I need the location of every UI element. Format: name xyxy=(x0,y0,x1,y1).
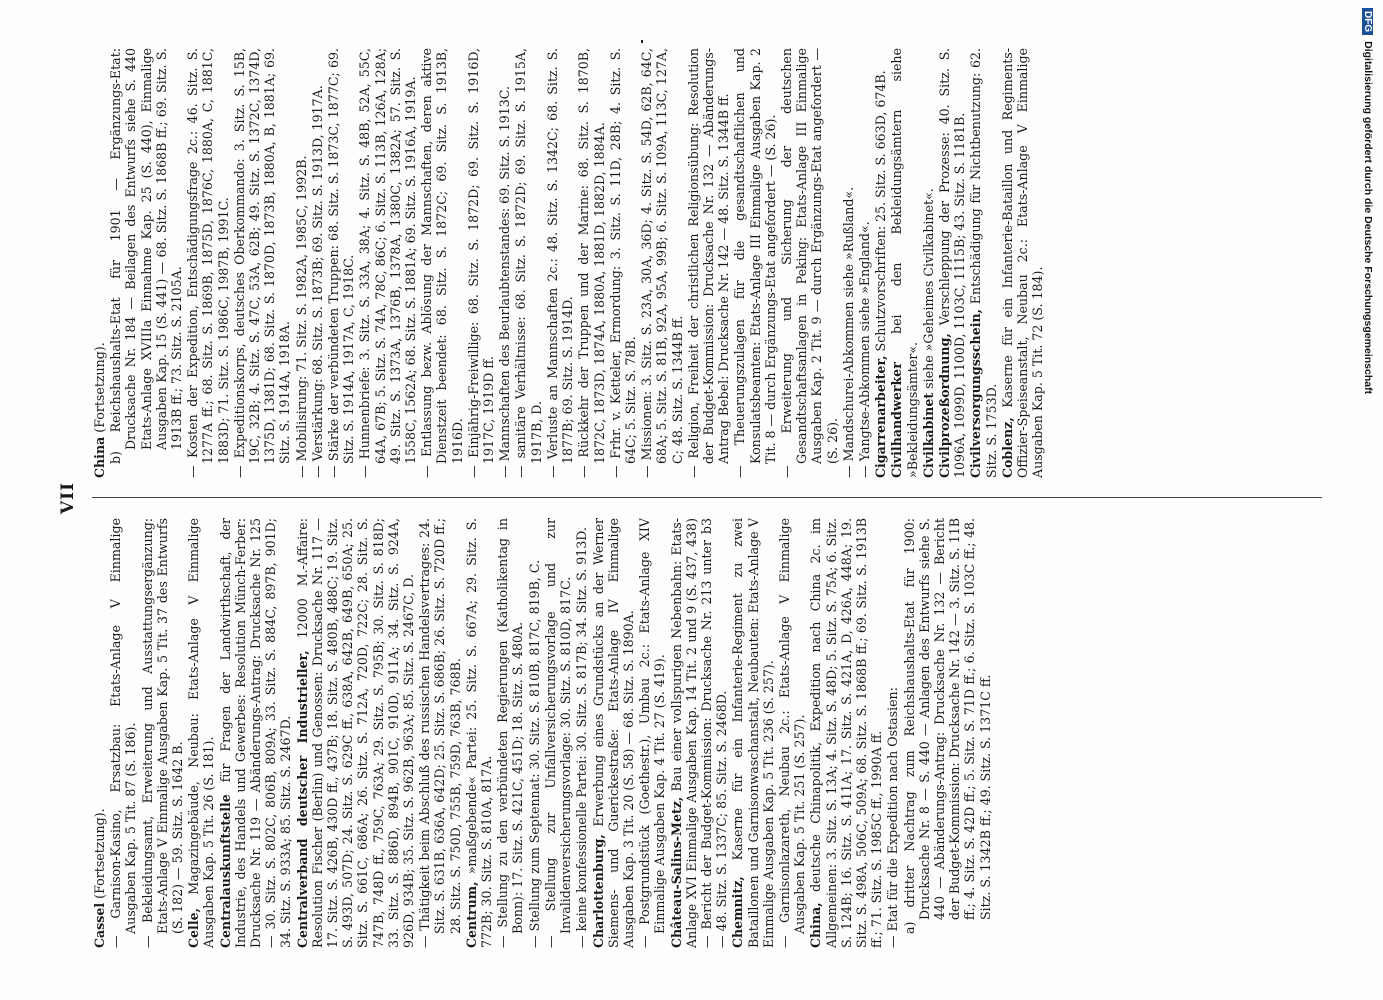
entry-text: Verschleppung der Prozesse: 40. Sitz. S. 1096A, 1099D, 1100D, 1103C, 1115B; 43. Sitz. S. 1181B. xyxy=(936,48,968,478)
entry-text: bei den Bekleidungsämtern siehe »Bekleidungsämter«. xyxy=(889,48,920,478)
index-entry xyxy=(574,518,589,948)
entry-heading: China, xyxy=(808,902,824,948)
index-entry xyxy=(779,48,840,478)
index-entry xyxy=(669,518,730,948)
index-entry xyxy=(777,518,807,948)
left-column xyxy=(92,518,1322,948)
entry-text: b) Reichshaushalts-Etat für 1901 — Ergänzungs-Etat: Drucksache Nr. 184 — Beilagen des Entwurfs siehe S. 440 Etats-Anlage XVIIIa Einnahme Kap. 25 (S. 440), Einmalige Ausgaben Kap. 15 (S. 441) — 68. Sitz. S. 1868B ff.; 69. Sitz. S. 1913B ff.; 73. Sitz. S. 2105A. xyxy=(108,48,185,464)
entry-text: Erwerbung eines Grundstücks an der Werner Siemens- und Guerickestraße: Etats-Anlage IV Einmalige Ausgaben Kap. 3 Tit. 20 (S. 58) — 68. Sitz. S. 1890A. xyxy=(590,518,636,948)
entry-text: Mannschaften des Beurlaubtenstandes: 69. Sitz. S. 1913C. xyxy=(497,86,513,462)
entry-text: Stellung zum Septennat: 30. Sitz. S. 810B, 817C, 819B, C. xyxy=(526,559,542,932)
entry-text: Bekleidungsamt, Erweiterung und Ausstattungsergänzung: Etats-Anlage V Einmalige Ausgaben Kap. 5 Tit. 37 des Entwurfs (S. 182) — 59. Sitz. S. 1642 B. xyxy=(139,518,186,934)
entry-heading: Coblenz, xyxy=(999,417,1015,478)
entry-text: Schutzvorschriften: 25. Sitz. S. 663D, 674B. xyxy=(873,70,889,352)
index-entry xyxy=(937,48,967,478)
index-entry xyxy=(841,48,856,478)
entry-text: Stellung zur Unfallversicherungsvorlage und zur Invalidenversicherungsvorlage: 30. Sitz. S. 810D, 817C. xyxy=(542,518,574,934)
entry-text: Frhr. v. Ketteler, Ermordung: 3. Sitz. S. 11D, 28B; 4. Sitz. S. 64C; 5. Sitz. S. 78B. xyxy=(607,48,638,464)
rotated-page xyxy=(58,48,1322,948)
ink-speck xyxy=(641,40,643,43)
index-entry xyxy=(885,518,900,948)
entry-text: Garnison-Kasino, Ersatzbau: Etats-Anlage V Einmalige Ausgaben Kap. 5 Tit. 87 (S. 186). xyxy=(108,518,139,934)
dfg-logo-icon: DFG xyxy=(1362,8,1373,35)
entry-text: 12000 M.-Affaire: Resolution Fischer (Berlin) und Genossen: Drucksache Nr. 117 — 17. Sitz. S. 426B, 430D ff., 437B; 18. Sitz. S. 480B, 488C; 19. Sitz. S. 493D, 507D; 24. Sitz. S. 629C ff., 638A, 642B, 649B, 650A; 25. Sitz. S. 661C, 686A; 26. Sitz. S. 712A, 720D, 722C; 28. Sitz. S. 747B, 748D ff., 759C, 763A; 29. Sitz. S. 795B; 30. Sitz. S. 818D; 33. Sitz. S. 886D, 894B, 901C, 910D, 911A; 34. Sitz. S. 924A, 926D, 934B; 35. Sitz. S. 962B, 963A; 85. Sitz. S. 2467C, D. xyxy=(294,518,417,948)
index-entry xyxy=(902,518,993,948)
entry-text: Mandschurei-Abkommen siehe »Rußland«. xyxy=(840,186,856,462)
index-entry xyxy=(466,48,496,478)
entry-text: Thätigkeit beim Abschluß des russischen Handelsvertrages: 24. Sitz. S. 631B, 636A, 642D; 25. Sitz. S. 686B; 26. Sitz. S. 720D ff.; 28. Sitz. S. 750D, 755B, 759D, 763B, 768B. xyxy=(417,518,463,934)
index-entry xyxy=(591,518,637,948)
index-entry xyxy=(357,48,418,478)
entry-heading: Charlottenburg, xyxy=(590,834,606,948)
entry-text: (Fortsetzung). xyxy=(92,342,107,433)
index-entry xyxy=(232,48,293,478)
entry-text: Hunnenbriefe: 3. Sitz. S. 33A, 38A; 4. Sitz. S. 48B, 52A, 55C, 64A, 67B; 5. Sitz. S. 74A, 78C, 86C; 6. Sitz. S. 113B, 126A, 128A; 49. Sitz. S. 1373A, 1376B, 1378A, 1380C, 1382A; 57. Sitz. S. 1558C, 1562A; 68. Sitz. S. 1881A; 69. Sitz. S. 1916A, 1919A. xyxy=(357,48,419,464)
index-entry xyxy=(808,518,884,948)
index-entry xyxy=(186,518,216,948)
entry-text: Kaserne für ein Infanterie-Bataillon und Regiments-Offizier-Speiseanstalt, Neubau 2c.: Etats-Anlage V Einmalige Ausgaben Kap. 5 Tit. 72 (S. 184). xyxy=(999,48,1046,478)
index-entry xyxy=(108,48,184,478)
entry-text: Garnisonlazareth, Neubau 2c.: Etats-Anlage V Einmalige Ausgaben Kap. 5 Tit. 251 (S. 257). xyxy=(776,518,808,934)
index-entry xyxy=(543,518,573,948)
entry-heading: Centralauskunftstelle xyxy=(217,794,233,948)
index-entry xyxy=(495,518,525,948)
page-number: VII xyxy=(58,481,78,515)
index-entry xyxy=(1000,48,1046,478)
index-entry xyxy=(545,48,575,478)
index-entry xyxy=(326,48,356,478)
entry-text: Bau einer vollspurigen Nebenbahn: Etats-Anlage XVI Einmalige Ausgaben Kap. 14 Tit. 2 und 9 (S. 437, 438) — Bericht der Budget-Kommission: Drucksache Nr. 213 unter b3 — 48. Sitz. S. 1337C; 85. Sitz. S. 2468D. xyxy=(668,518,730,948)
entry-text: siehe »Geheimes Civilkabinet«. xyxy=(920,188,936,389)
index-entry xyxy=(857,48,872,478)
index-entry xyxy=(732,48,778,478)
entry-text: Verstärkung: 68. Sitz. S. 1873B; 69. Sitz. S. 1913D, 1917A. xyxy=(309,85,325,462)
entry-text: Einjährig-Freiwillige: 68. Sitz. S. 1872D; 69. Sitz. S. 1916D, 1917C, 1919D ff. xyxy=(465,48,497,464)
index-entry xyxy=(92,48,107,478)
entry-text: deutsche Chinapolitik, Expedition nach China 2c. im Allgemeinen: 3. Sitz. S. 13A; 4. Sitz. S. 48D; 5. Sitz. S. 75A; 6. Sitz. S. 124B; 16. Sitz. S. 411A; 17. Sitz. S. 421A, D, 426A, 448A; 19. Sitz. S. 498A, 506C, 509A; 68. Sitz. S. 1868B ff.; 69. Sitz. S. 1913B ff.; 71. Sitz. S. 1985C ff., 1990A ff. xyxy=(808,518,885,948)
entry-heading: China xyxy=(92,436,107,478)
entry-text: (Fortsetzung). xyxy=(92,808,107,899)
entry-text: Religion, Freiheit der christlichen Religionsübung: Resolution der Budget-Kommission: Drucksache Nr. 132 — Abänderungs-Antrag Bebel: Drucksache Nr. 142 — 48. Sitz. S. 1344B ff. xyxy=(685,48,732,464)
entry-text: sanitäre Verhältnisse: 68. Sitz. S. 1872D; 69. Sitz. S. 1915A, 1917B, D. xyxy=(513,48,544,464)
entry-text: Stellung zu den verbündeten Regierungen (Katholikentag in Bonn): 17. Sitz. S. 421C, 451D; 18. Sitz. S. 480A. xyxy=(495,518,526,934)
index-entry xyxy=(576,48,606,478)
entry-heading: Cassel xyxy=(92,902,107,948)
index-entry xyxy=(921,48,936,478)
index-entry xyxy=(513,48,543,478)
entry-text: Kosten der Expedition, Entschädigungsfrage 2c.: 46. Sitz. S. 1277A ff.; 68. Sitz. S. 1869B, 1875D, 1876C, 1880A, C, 1881C, 1883D; 71. Sitz. S. 1986C, 1987B, 1991C. xyxy=(185,48,231,464)
index-entry xyxy=(497,48,512,478)
index-entry xyxy=(294,48,309,478)
entry-heading: Cigarrenarbeiter, xyxy=(873,355,889,478)
index-entry xyxy=(295,518,417,948)
index-entry xyxy=(608,48,638,478)
entry-text: keine konfessionelle Partei: 30. Sitz. S. 817B; 34. Sitz. S. 913D. xyxy=(574,527,590,932)
entry-text: Kaserne für ein Infanterie-Regiment zu zwei Bataillonen und Garnisonwaschanstalt, Neubauten: Etats-Anlage V Einmalige Ausgaben Kap. 5 Tit. 236 (S. 257). xyxy=(730,518,776,948)
entry-text: Yangtse-Abkommen siehe »England«. xyxy=(856,221,872,462)
digitization-credit xyxy=(1352,8,1378,998)
index-entry xyxy=(108,518,138,948)
digitization-credit-text: Digitalisierung gefördert durch die Deutsche Forschungsgemeinschaft xyxy=(1362,41,1374,395)
entry-text: Entschädigung für Nichtbenutzung: 62. Sitz. S. 1753D. xyxy=(968,48,999,478)
entry-text: a) dritter Nachtrag zum Reichshaushalts-Etat für 1900: Drucksache Nr. 8 — S. 440 — Anlagen des Entwurfs siehe S. 440 — Abänderungs-Antrag: Drucksache Nr. 132 — Bericht der Budget-Kommission: Drucksache Nr. 142 — 3. Sitz. S. 11B ff.; 4. Sitz. S. 42D ff.; 5. Sitz. S. 71D ff.; 6. Sitz. S. 103C ff.; 48. Sitz. S. 1342B ff.; 49. Sitz. S. 1371C ff. xyxy=(901,518,993,934)
index-entry xyxy=(873,48,888,478)
entry-text: Verluste an Mannschaften 2c.: 48. Sitz. S. 1342C; 68. Sitz. S. 1877B; 69. Sitz. S. 1914D. xyxy=(544,48,576,464)
entry-text: Mobilisirung: 71. Sitz. S. 1982A, 1985C, 1992B. xyxy=(293,155,309,462)
index-entry xyxy=(637,518,667,948)
index-entry xyxy=(185,48,231,478)
right-column xyxy=(92,48,1322,478)
entry-heading: Civilkabinet xyxy=(920,392,936,478)
index-entry xyxy=(140,518,186,948)
index-entry xyxy=(419,48,465,478)
index-entry xyxy=(686,48,732,478)
entry-heading: Civilhandwerker xyxy=(889,362,905,478)
entry-heading: Centralverband deutscher Industrieller, xyxy=(294,650,310,948)
entry-text: Rückkehr der Truppen und der Marine: 68. Sitz. S. 1870B, 1872C, 1873D, 1874A, 1880A, 1881D, 1882D, 1884A. xyxy=(576,48,607,464)
entry-heading: Celle, xyxy=(186,907,202,948)
entry-heading: Centrum, xyxy=(463,881,479,948)
entry-text: Theuerungszulagen für die gesandtschaftlichen und Konsulatsbeamten: Etats-Anlage III Einmalige Ausgaben Kap. 2 Tit. 8 — durch Ergänzungs-Etat angefordert — (S. 26). xyxy=(732,48,778,464)
entry-text: Missionen: 3. Sitz. S. 23A, 30A, 36D; 4. Sitz. S. 54D, 62B, 64C, 68A; 5. Sitz. S. 81B, 92A, 95A, 99B; 6. Sitz. S. 109A, 113C, 127A, C; 48. Sitz. S. 1344B ff. xyxy=(639,48,685,464)
entry-text: Postgrundstück (Goethestr.), Umbau 2c.: Etats-Anlage XIV Einmalige Ausgaben Kap. 4 Tit. 27 (S. 419). xyxy=(637,518,668,934)
index-entry xyxy=(310,48,325,478)
entry-text: Entlassung bezw. Ablösung der Mannschaften, deren aktive Dienstzeit beendet: 68. Sitz. S. 1872C; 69. Sitz. S. 1913B, 1916D. xyxy=(419,48,465,464)
entry-heading: Civilversorgungsschein, xyxy=(968,308,984,478)
index-entry xyxy=(889,48,919,478)
entry-text: Magazingebäude, Neubau: Etats-Anlage V Einmalige Ausgaben Kap. 5 Tit. 26 (S. 181). xyxy=(186,518,217,948)
index-entry xyxy=(527,518,542,948)
entry-heading: Chemnitz, xyxy=(730,876,746,948)
index-entry xyxy=(92,518,107,948)
index-entry xyxy=(639,48,685,478)
entry-text: »maßgebende« Partei: 25. Sitz. S. 667A; 29. Sitz. S. 772B; 30. Sitz. S. 810A, 817A. xyxy=(463,518,495,948)
entry-heading: Civilprozeßordnung, xyxy=(936,333,952,478)
entry-text: Erweiterung und Sicherung der deutschen Gesandtschaftsanlagen in Peking: Etats-Anlage III Einmalige Ausgaben Kap. 2 Tit. 9 — durch Ergänzungs-Etat angefordert — (S. 26). xyxy=(778,48,840,464)
index-entry xyxy=(730,518,776,948)
entry-text: Expeditionskorps, deutsches Oberkommando: 3. Sitz. S. 15B, 19C, 32B; 4. Sitz. S. 47C, 53A, 62B; 49. Sitz. S. 1372C, 1374D, 1375D, 1381D; 68. Sitz. S. 1870D, 1873B, 1880A, B, 1881A; 69. Sitz. S. 1914A, 1918A. xyxy=(231,48,293,464)
entry-text: Etat für die Expedition nach Ostasien: xyxy=(885,687,901,932)
index-entry xyxy=(968,48,998,478)
column-divider xyxy=(92,497,1322,498)
entry-text: für Fragen der Landwirthschaft, der Industrie, des Handels und Gewerbes: Resolution Münch-Ferber: Drucksache Nr. 119 — Abänderungs-Antrag: Drucksache Nr. 125 — 30. Sitz. S. 802C, 806B, 809A; 33. Sitz. S. 884C, 897B, 901D; 34. Sitz. S. 933A; 85. Sitz. S. 2467D. xyxy=(217,518,294,948)
index-entry xyxy=(464,518,494,948)
index-entry xyxy=(417,518,463,948)
entry-text: Stärke der verbündeten Truppen: 68. Sitz. S. 1873C, 1877C; 69. Sitz. S. 1914A, 1917A, C, 1918C. xyxy=(326,48,357,464)
entry-heading: Château-Salins-Metz, xyxy=(668,796,684,948)
index-entry xyxy=(218,518,294,948)
